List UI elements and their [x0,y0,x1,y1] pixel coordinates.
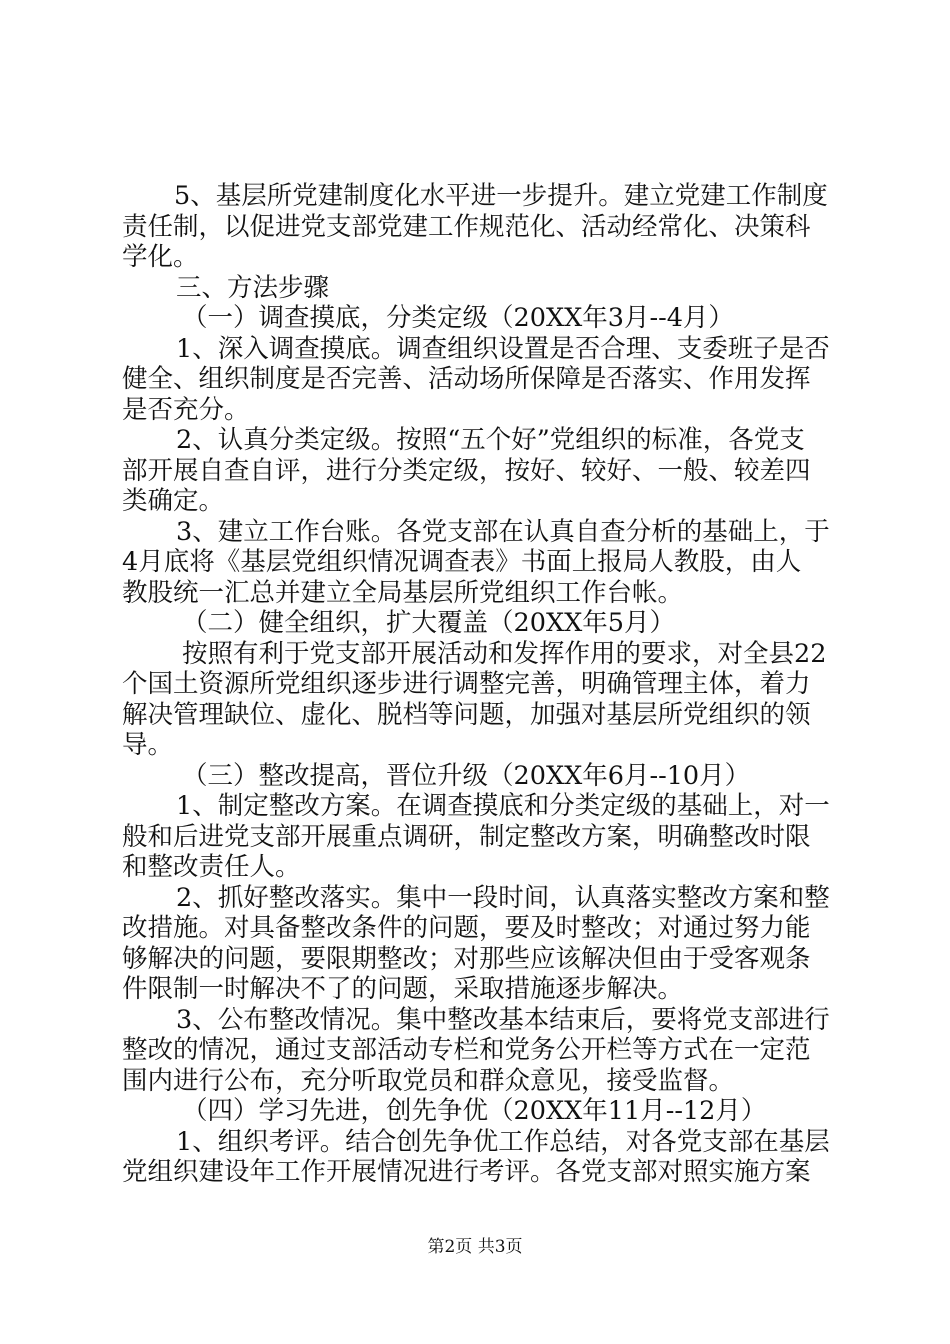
text-line: 健全、组织制度是否完善、活动场所保障是否落实、作用发挥 [122,364,811,394]
text-line: 1、组织考评。结合创先争优工作总结，对各党支部在基层 [176,1127,830,1157]
text-line: 3、建立工作台账。各党支部在认真自查分析的基础上，于 [176,517,830,547]
text-line: 类确定。 [122,486,225,516]
text-line: 解决管理缺位、虚化、脱档等问题，加强对基层所党组织的领 [122,700,811,730]
text-line: 整改的情况，通过支部活动专栏和党务公开栏等方式在一定范 [122,1035,811,1065]
text-line: 责任制，以促进党支部党建工作规范化、活动经常化、决策科 [122,212,811,242]
text-line: 教股统一汇总并建立全局基层所党组织工作台帐。 [122,578,684,608]
text-line: 2、抓好整改落实。集中一段时间，认真落实整改方案和整 [176,883,830,913]
text-line: 部开展自查自评，进行分类定级，按好、较好、一般、较差四 [122,456,811,486]
subsection-heading: （四）学习先进，创先争优（20XX年11月--12月） [182,1096,767,1126]
text-line: 党组织建设年工作开展情况进行考评。各党支部对照实施方案 [122,1157,811,1187]
subsection-heading: （三）整改提高，晋位升级（20XX年6月--10月） [182,761,751,791]
text-line: 按照有利于党支部开展活动和发挥作用的要求，对全县22 [182,639,827,669]
section-heading: 三、方法步骤 [176,273,330,303]
text-line: 5、基层所党建制度化水平进一步提升。建立党建工作制度 [174,181,828,211]
text-line: 够解决的问题，要限期整改；对那些应该解决但由于受客观条 [122,944,811,974]
text-line: 4月底将《基层党组织情况调查表》书面上报局人教股，由人 [122,547,802,577]
text-line: 是否充分。 [122,395,250,425]
text-line: 围内进行公布，充分听取党员和群众意见，接受监督。 [122,1066,735,1096]
text-line: 1、制定整改方案。在调查摸底和分类定级的基础上，对一 [176,791,830,821]
text-line: 导。 [122,730,174,760]
subsection-heading: （二）健全组织，扩大覆盖（20XX年5月） [182,608,675,638]
text-line: 般和后进党支部开展重点调研，制定整改方案，明确整改时限 [122,822,811,852]
text-line: 改措施。对具备整改条件的问题，要及时整改；对通过努力能 [122,913,811,943]
text-line: 2、认真分类定级。按照“五个好”党组织的标准，各党支 [176,425,805,455]
text-line: 学化。 [122,242,199,272]
text-line: 件限制一时解决不了的问题，采取措施逐步解决。 [122,974,684,1004]
text-line: 个国土资源所党组织逐步进行调整完善，明确管理主体，着力 [122,669,811,699]
text-line: 1、深入调查摸底。调查组织设置是否合理、支委班子是否 [176,334,830,364]
text-line: 和整改责任人。 [122,852,301,882]
page-footer: 第2页 共3页 [427,1237,523,1257]
subsection-heading: （一）调查摸底，分类定级（20XX年3月--4月） [182,303,734,333]
text-line: 3、公布整改情况。集中整改基本结束后，要将党支部进行 [176,1005,830,1035]
